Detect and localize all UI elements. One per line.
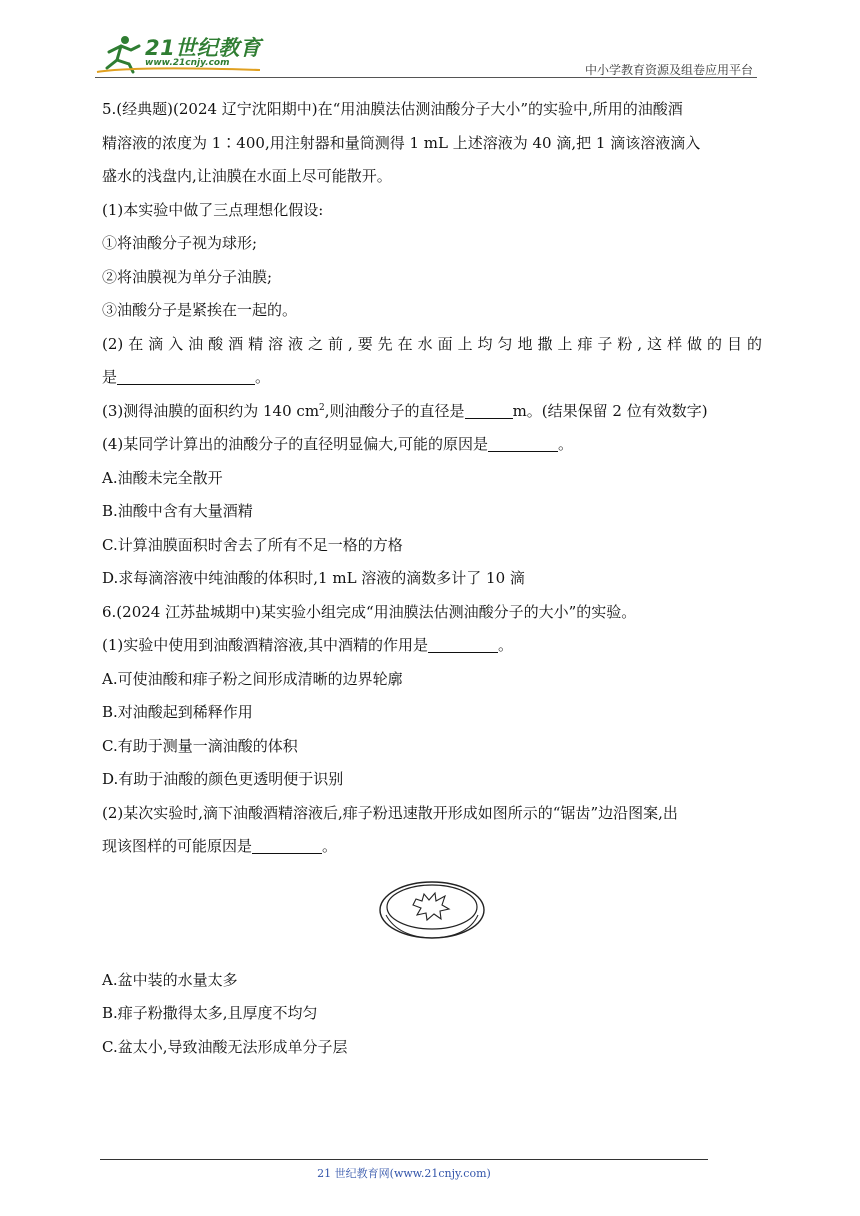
- q6-part-2-end: 。: [322, 837, 338, 855]
- option: C.有助于测量一滴油酸的体积: [102, 736, 298, 755]
- option: A.盆中装的水量太多: [102, 970, 238, 989]
- option: A.可使油酸和痱子粉之间形成清晰的边界轮廓: [102, 669, 403, 688]
- q5-part-3-pre: (3)测得油膜的面积约为 140 cm: [102, 401, 320, 420]
- q5-part-2-line-1: (2)在滴入油酸酒精溶液之前,要先在水面上均匀地撒上痱子粉,这样做的目的: [102, 334, 762, 353]
- q6-part-2-pre: 现该图样的可能原因是: [102, 837, 253, 855]
- q5-assumption-1: ①将油酸分子视为球形;: [102, 234, 258, 252]
- q5-part-4-end: 。: [558, 435, 574, 453]
- option: B.对油酸起到稀释作用: [102, 703, 253, 721]
- q5-stem-line-1: 5.(经典题)(2024 辽宁沈阳期中)在“用油膜法估测油酸分子大小”的实验中,所用的油酸酒: [102, 100, 683, 118]
- option: A.油酸未完全散开: [102, 468, 223, 487]
- shallow-dish-figure: [378, 877, 486, 943]
- header-divider: [95, 77, 757, 78]
- q5-part-4-pre: (4)某同学计算出的油酸分子的直径明显偏大,可能的原因是: [102, 435, 489, 453]
- q5-assumption-2: ②将油膜视为单分子油膜;: [102, 267, 273, 286]
- option: B.痱子粉撒得太多,且厚度不均匀: [102, 1004, 318, 1022]
- q5-stem-line-2: 精溶液的浓度为 1∶400,用注射器和量筒测得 1 mL 上述溶液为 40 滴,把 1 滴该溶液滴入: [102, 133, 701, 152]
- answer-blank[interactable]: [428, 636, 498, 653]
- q6-stem: 6.(2024 江苏盐城期中)某实验小组完成“用油膜法估测油酸分子的大小”的实验。: [102, 602, 637, 621]
- platform-name: 中小学教育资源及组卷应用平台: [584, 63, 753, 77]
- q5-assumption-3: ③油酸分子是紧挨在一起的。: [102, 301, 298, 319]
- answer-blank[interactable]: [488, 435, 558, 452]
- option: C.计算油膜面积时舍去了所有不足一格的方格: [102, 535, 403, 554]
- q6-part-2-line-1: (2)某次实验时,滴下油酸酒精溶液后,痱子粉迅速散开形成如图所示的“锯齿”边沿图案,出: [102, 803, 678, 822]
- answer-blank[interactable]: [117, 368, 255, 385]
- q5-part-3: [102, 395, 762, 429]
- q5-part-4: [102, 428, 762, 462]
- q6-part-1-end: 。: [498, 636, 514, 654]
- option: B.油酸中含有大量酒精: [102, 502, 253, 520]
- q5-part-2-prefix: 是: [102, 368, 118, 386]
- option: D.有助于油酸的颜色更透明便于识别: [102, 770, 344, 788]
- q6-part-2-line-2: [102, 830, 762, 864]
- footer-text: 21 世纪教育网(www.21cnjy.com): [317, 1167, 491, 1180]
- q5-part-3-post: m。(结果保留 2 位有效数字): [512, 401, 708, 420]
- q5-part-2-line-2: [102, 361, 762, 395]
- answer-blank[interactable]: [252, 837, 322, 854]
- option: D.求每滴溶液中纯油酸的体积时,1 mL 溶液的滴数多计了 10 滴: [102, 569, 525, 587]
- superscript: 2: [319, 402, 325, 413]
- q5-part-2-end: 。: [255, 368, 271, 386]
- q5-stem-line-3: 盛水的浅盘内,让油膜在水面上尽可能散开。: [102, 167, 392, 185]
- logo-text: 21世纪教育: [145, 36, 262, 60]
- answer-blank[interactable]: [465, 402, 513, 419]
- q6-part-1: [102, 629, 762, 663]
- q6-part-1-pre: (1)实验中使用到油酸酒精溶液,其中酒精的作用是: [102, 636, 429, 654]
- page-header: [95, 28, 755, 80]
- logo-url: www.21cnjy.com: [145, 58, 230, 68]
- q5-part-3-mid: ,则油酸分子的直径是: [324, 401, 465, 420]
- q5-part-1: (1)本实验中做了三点理想化假设:: [102, 200, 324, 219]
- option: C.盆太小,导致油酸无法形成单分子层: [102, 1037, 348, 1056]
- footer-divider: [100, 1159, 708, 1160]
